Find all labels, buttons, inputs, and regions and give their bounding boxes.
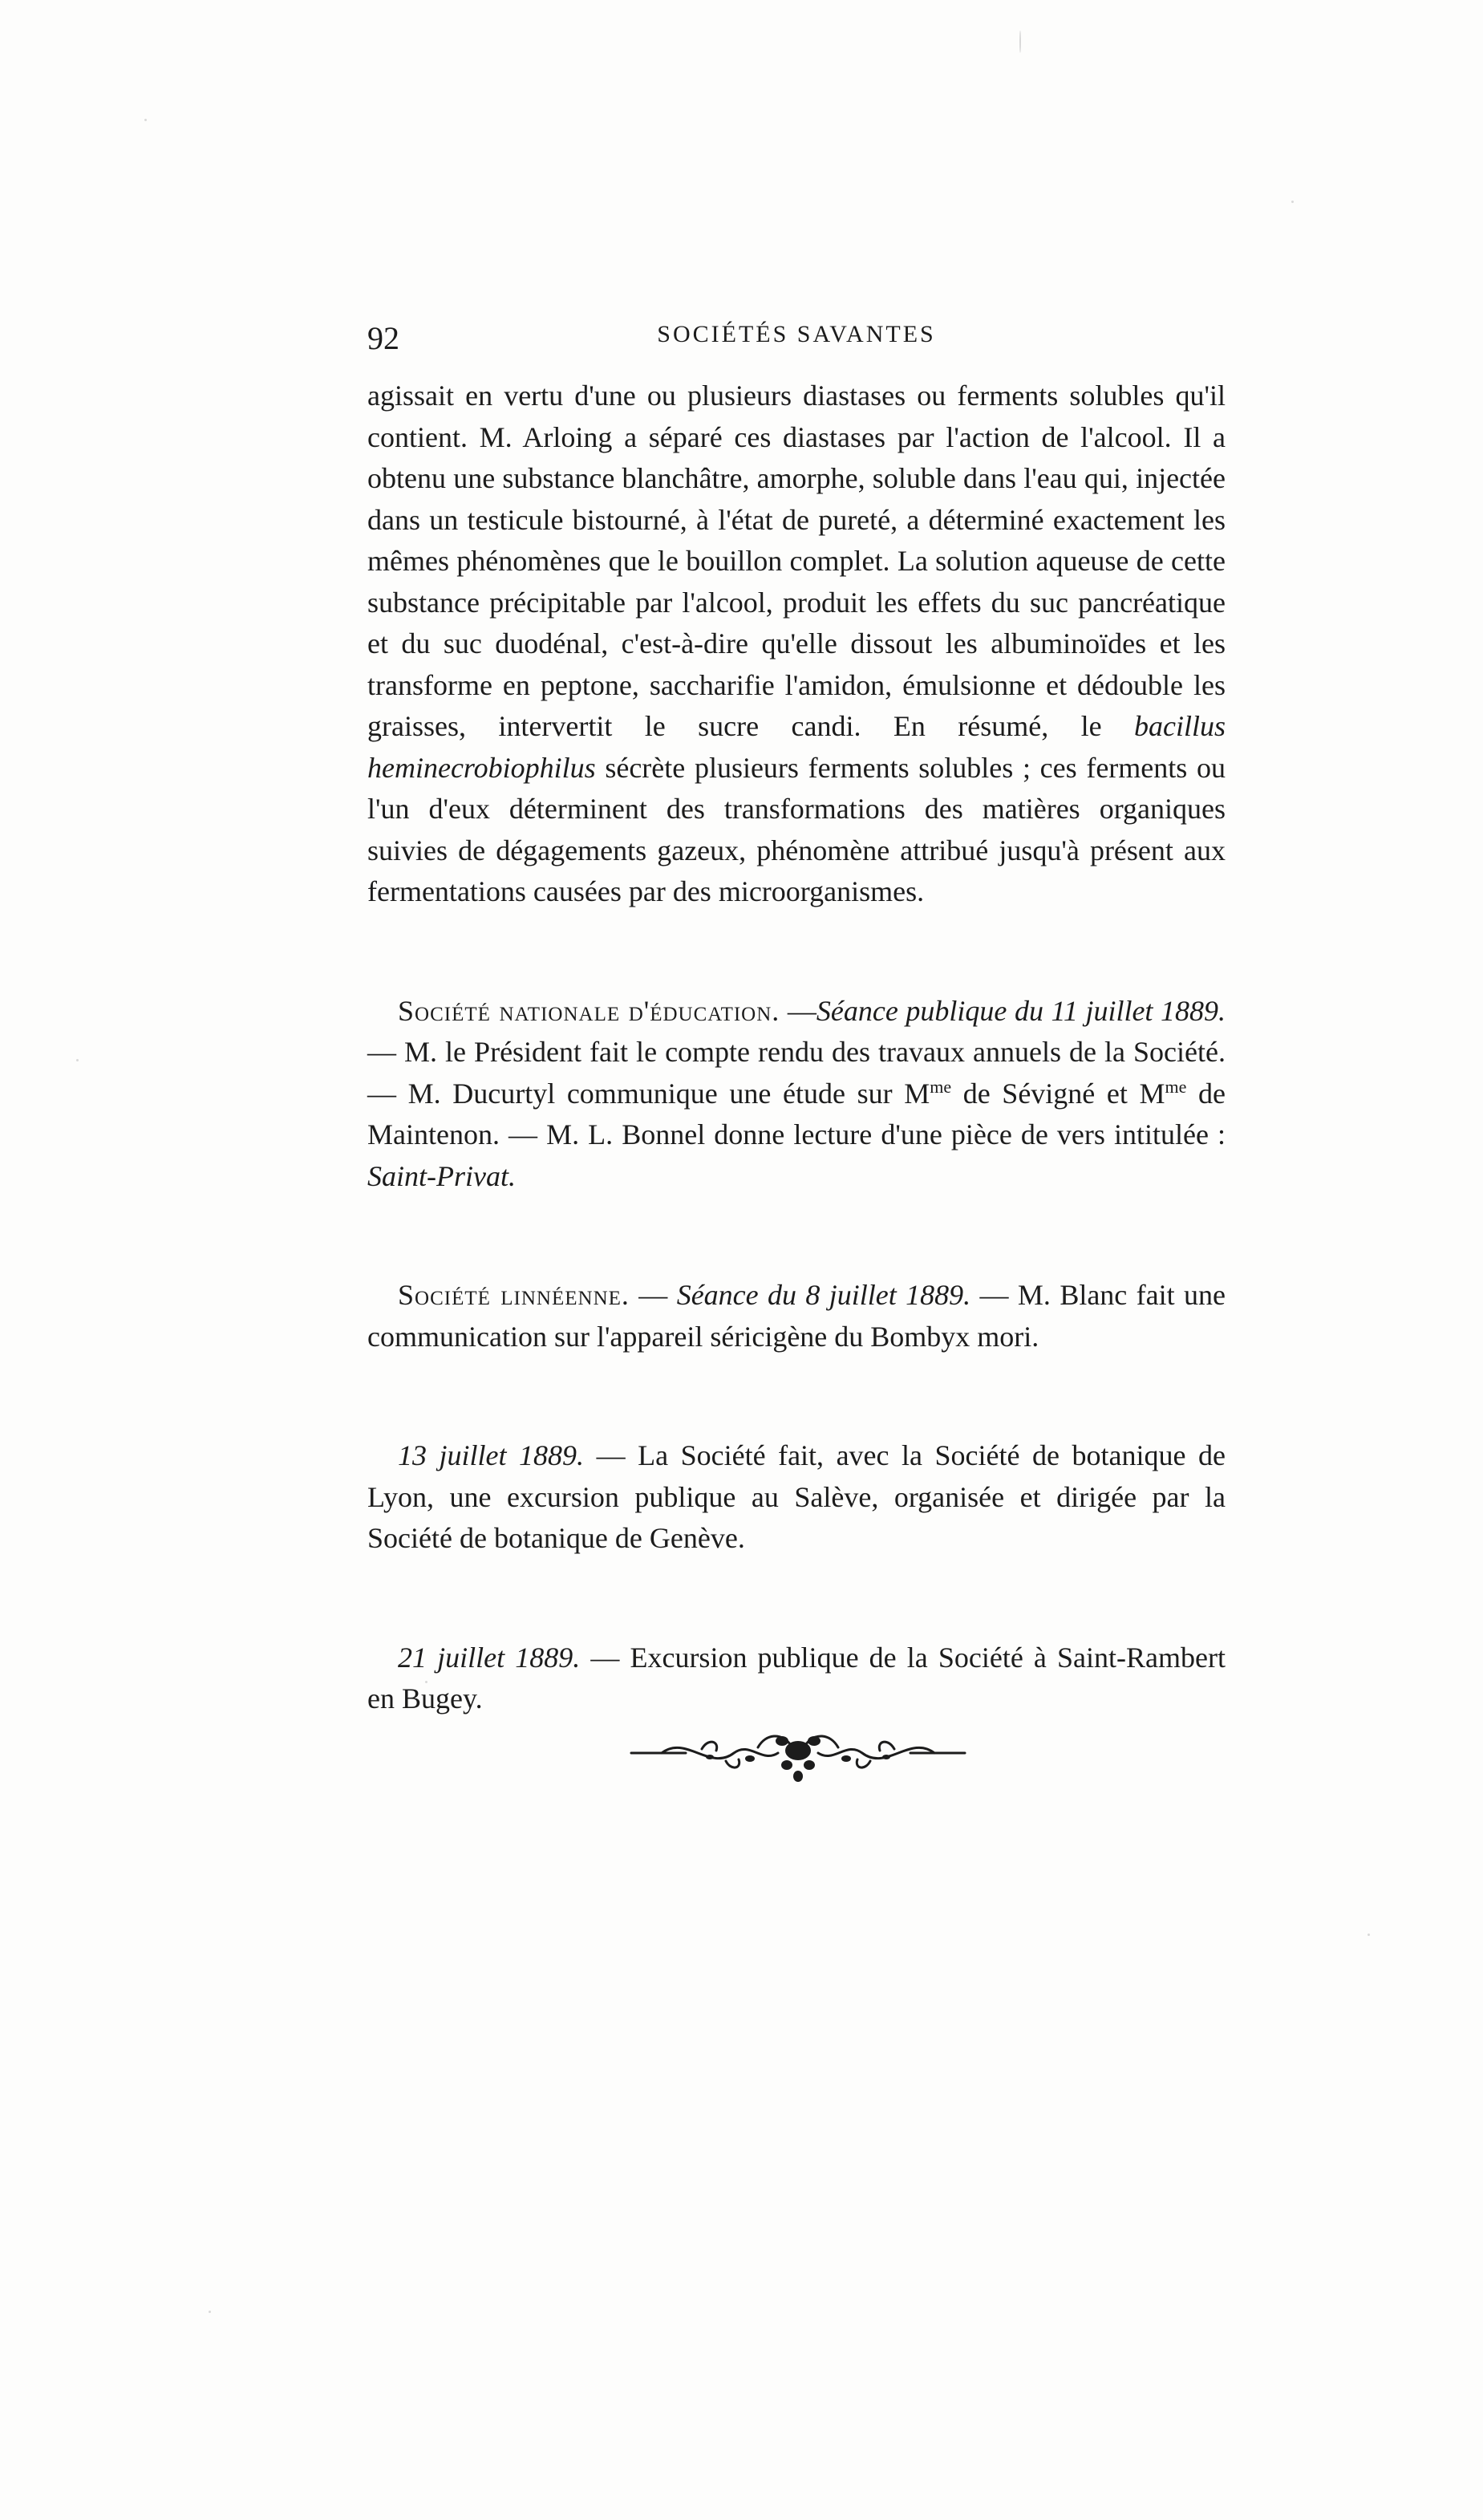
- entry-date: 21 juillet 1889.: [398, 1641, 581, 1674]
- paper-speck: [76, 1059, 79, 1061]
- session-date: Séance du 8 juillet 1889.: [676, 1279, 971, 1311]
- body-text: [367, 375, 1226, 1720]
- running-head: [367, 319, 1226, 367]
- paper-speck: [209, 2311, 211, 2313]
- society-name: Société linnéenne.: [398, 1279, 630, 1311]
- session-date: Séance publique du 11 juillet 1889.: [816, 994, 1226, 1027]
- paragraph-linneenne: Société linnéenne. — Séance du 8 juillet 1889. — M. Blanc fait une communication sur l'appareil séricigène du Bombyx mori.: [367, 1279, 1226, 1353]
- entry-date: 13 juillet 1889.: [398, 1439, 585, 1471]
- poem-title: Saint-Privat.: [367, 1159, 516, 1192]
- paper-speck: [1368, 1934, 1370, 1936]
- paragraph-july-21: 21 juillet 1889. — Excursion publique de la Société à Saint-Rambert en Bugey.: [367, 1641, 1226, 1714]
- paper-speck: [1019, 30, 1021, 53]
- paragraph-education: Société nationale d'éducation. —Séance publique du 11 juillet 1889. — M. le Président fait le compte rendu des travaux annuels de la Société. — M. Ducurtyl communique une étude sur $M^{me}$ de Sévigné et $M^{me}$ de Maintenon. — M. L. Bonnel donne lecture d'une pièce de vers intitulée : Saint-Privat.: [367, 994, 1226, 1192]
- species-name: bacillus heminecrobiophilus: [367, 710, 1226, 784]
- page-number: 92: [367, 320, 399, 356]
- paper-speck: [144, 119, 147, 121]
- paragraph-arloing: agissait en vertu d'une ou plusieurs diastases ou ferments solubles qu'il contient. M. Arloing a séparé ces diastases par l'action de l'alcool. Il a obtenu une substance blanchâtre, amorphe, soluble dans l'eau qui, injectée dans un testicule bistourné, à l'état de pureté, a déterminé exactement les mêmes phénomènes que le bouillon complet. La solution aqueuse de cette substance précipitable par l'alcool, produit les effets du suc pancréatique et du suc duodénal, c'est-à-dire qu'elle dissout les albuminoïdes et les transforme en peptone, saccharifie l'amidon, émulsionne et dédouble les graisses, intervertit le sucre candi. En résumé, le bacillus heminecrobiophilus sécrète plusieurs ferments solubles ; ces ferments ou l'un d'eux déterminent des transformations des matières organiques suivies de dégagements gazeux, phénomène attribué jusqu'à présent aux fermentations causées par des microorganismes.: [367, 379, 1226, 907]
- paragraph-july-13: 13 juillet 1889. — La Société fait, avec la Société de botanique de Lyon, une excursion publique au Salève, organisée et dirigée par la Société de botanique de Genève.: [367, 1439, 1226, 1554]
- header-title: SOCIÉTÉS SAVANTES: [657, 321, 936, 347]
- floral-vignette-icon: [630, 1717, 966, 1789]
- paper-speck: [1291, 201, 1294, 203]
- society-name: Société nationale d'éducation.: [398, 994, 780, 1027]
